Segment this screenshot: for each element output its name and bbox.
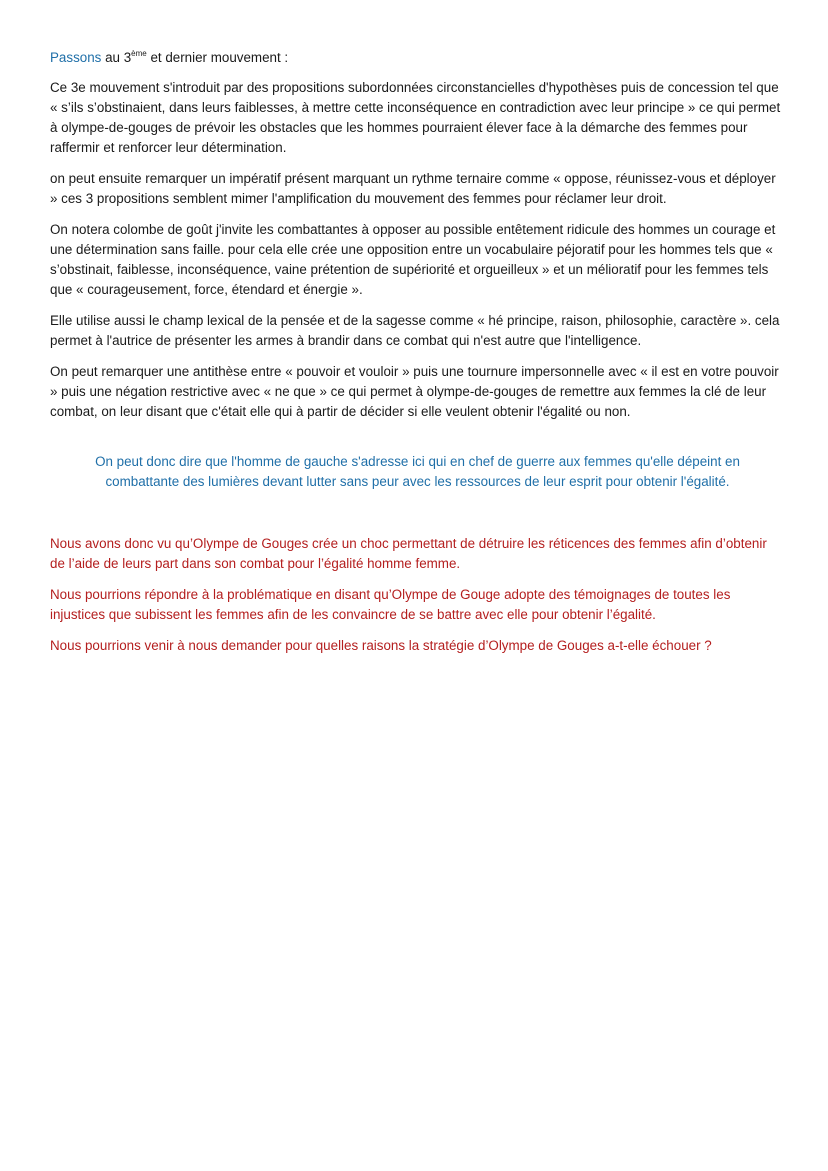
closing-paragraph-2: Nous pourrions répondre à la problématique en disant qu’Olympe de Gouge adopte des témoignages de toutes les injustices que subissent les femmes afin de les convaincre de se battre avec elle pour obtenir l’égalité.	[50, 587, 731, 622]
section-heading	[50, 48, 785, 68]
paragraph-1: Ce 3e mouvement s'introduit par des propositions subordonnées circonstancielles d'hypothèses puis de concession tel que « s’ils s’obstinaient, dans leurs faiblesses, à mettre cette inconséquence en contradiction avec leur principe » ce qui permet à olympe-de-gouges de prévoir les obstacles que les hommes pourraient élever face à la démarche des femmes pour raffermir et renforcer leur détermination.	[50, 80, 781, 155]
paragraph-2: on peut ensuite remarquer un impératif présent marquant un rythme ternaire comme « oppose, réunissez-vous et déployer » ces 3 propositions semblent mimer l'amplification du mouvement des femmes pour réclamer leur droit.	[50, 171, 776, 206]
closing-paragraph-1: Nous avons donc vu qu’Olympe de Gouges crée un choc permettant de détruire les réticences des femmes afin d’obtenir de l’aide de leurs part dans son combat pour l’égalité homme femme.	[50, 536, 767, 571]
heading-mid: au 3	[101, 50, 132, 65]
paragraph-4: Elle utilise aussi le champ lexical de la pensée et de la sagesse comme « hé principe, raison, philosophie, caractère ». cela permet à l'autrice de présenter les armes à brandir dans ce combat qui n'est autre que l'intelligence.	[50, 313, 780, 348]
heading-rest: et dernier mouvement :	[146, 50, 289, 65]
paragraph-3: On notera colombe de goût j'invite les combattantes à opposer au possible entêtement ridicule des hommes un courage et une détermination sans faille. pour cela elle crée une opposition entre un vocabulaire péjoratif pour les hommes tels que « s’obstinait, faiblesse, inconséquence, vaine prétention de supériorité et orgueilleux » et un mélioratif pour les femmes tels que « courageusement, force, étendard et énergie ».	[50, 222, 776, 297]
closing-paragraph-3: Nous pourrions venir à nous demander pour quelles raisons la stratégie d’Olympe de Gouges a-t-elle échouer ?	[50, 638, 712, 653]
document-page	[50, 48, 785, 667]
heading-lead-word: Passons	[50, 50, 102, 65]
paragraph-5: On peut remarquer une antithèse entre « pouvoir et vouloir » puis une tournure impersonnelle avec « il est en votre pouvoir » puis une négation restrictive avec « ne que » ce qui permet à olympe-de-gouges de remettre aux femmes la clé de leur combat, on leur disant que c'était elle qui à partir de décider si elle veulent obtenir l'égalité ou non.	[50, 364, 779, 419]
partial-conclusion: On peut donc dire que l'homme de gauche s'adresse ici qui en chef de guerre aux femmes qu'elle dépeint en combattante des lumières devant lutter sans peur avec les ressources de leur esprit pour obtenir l'égalité.	[95, 454, 740, 489]
heading-superscript: ème	[131, 49, 147, 58]
